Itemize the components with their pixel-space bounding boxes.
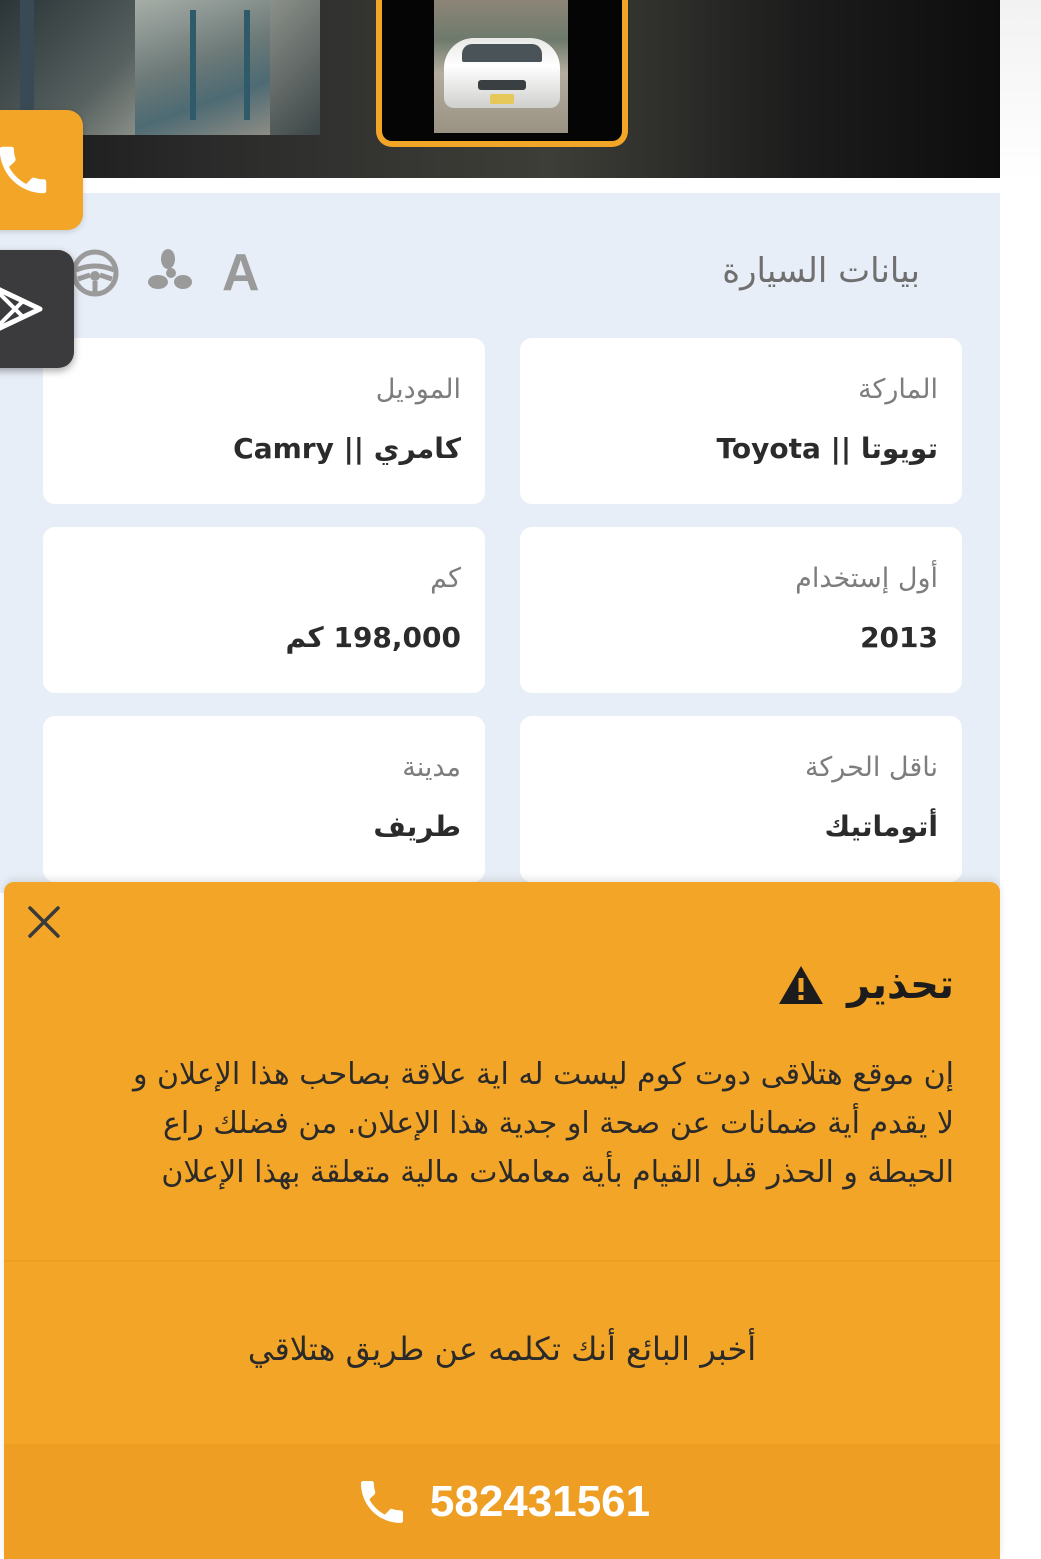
field-value: 2013: [860, 621, 938, 654]
floating-store-button[interactable]: [0, 250, 74, 368]
phone-icon: [0, 139, 54, 201]
warning-line: الحيطة و الحذر قبل القيام بأية معاملات مالية متعلقة بهذا الإعلان: [161, 1155, 954, 1190]
field-label: الماركة: [858, 374, 938, 405]
warning-line: إن موقع هتلاقى دوت كوم ليست له اية علاقة بصاحب هذا الإعلان و: [132, 1057, 954, 1092]
field-card-model: [43, 338, 485, 504]
warning-icon: [777, 964, 825, 1006]
field-label: مدينة: [402, 752, 461, 783]
field-label: ناقل الحركة: [804, 752, 938, 783]
photo-gallery: [0, 0, 1000, 178]
call-seller-button[interactable]: [4, 1444, 1000, 1559]
phone-icon: [354, 1474, 410, 1530]
field-label: كم: [430, 563, 461, 594]
field-value: تويوتا || Toyota: [716, 432, 938, 465]
car-photo: [434, 0, 568, 133]
warning-message: [64, 1050, 954, 1197]
warning-header: [777, 962, 954, 1008]
tell-seller-note: أخبر البائع أنك تكلمه عن طريق هتلاقي: [247, 1330, 757, 1368]
play-store-icon: [0, 279, 50, 339]
warning-sheet: [4, 882, 1000, 1559]
field-value: 198,000 كم: [285, 621, 461, 654]
gallery-thumbnail-active[interactable]: [376, 0, 628, 147]
spec-icons-row: [60, 245, 260, 301]
divider: [4, 1260, 1000, 1262]
phone-number: 582431561: [429, 1476, 651, 1526]
field-value: طريف: [373, 810, 461, 843]
steering-wheel-icon: [70, 248, 120, 298]
floating-call-button[interactable]: [0, 110, 83, 230]
fan-icon: [146, 248, 196, 298]
field-card-mileage: [43, 527, 485, 693]
field-card-brand: [520, 338, 962, 504]
field-card-transmission: [520, 716, 962, 882]
edge-shade: [1000, 0, 1041, 180]
field-label: الموديل: [375, 374, 461, 405]
close-icon[interactable]: [24, 902, 64, 942]
field-card-first-use: [520, 527, 962, 693]
car-details-panel: [0, 193, 1000, 893]
warning-title: تحذير: [847, 962, 954, 1008]
field-label: أول إستخدام: [795, 563, 938, 594]
section-title: بيانات السيارة: [722, 251, 920, 291]
field-value: أتوماتيك: [824, 810, 938, 843]
field-value: كامري || Camry: [233, 432, 461, 465]
automatic-transmission-icon: A: [222, 244, 260, 302]
field-card-city: [43, 716, 485, 882]
warning-line: لا يقدم أية ضمانات عن صحة او جدية هذا الإعلان. من فضلك راع: [163, 1106, 954, 1141]
